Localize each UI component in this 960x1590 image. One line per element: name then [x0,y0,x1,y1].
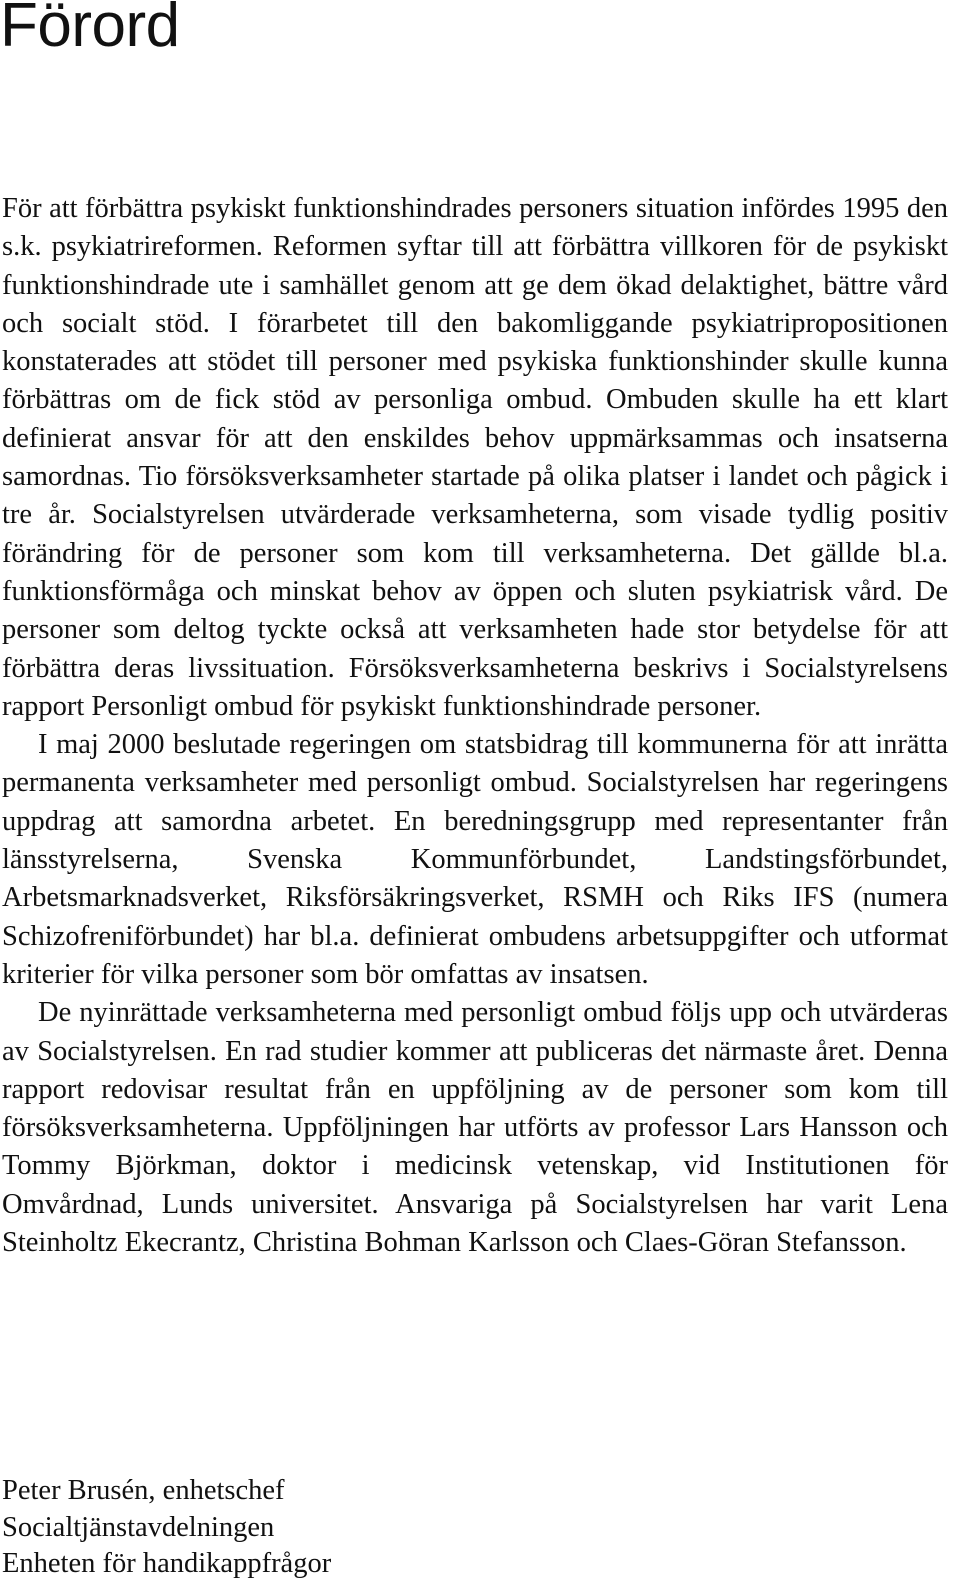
signature-unit: Enheten för handikappfrågor [2,1548,332,1579]
signature-name: Peter Brusén, enhetschef [2,1475,285,1506]
body-text [2,190,948,1262]
page-title: Förord [0,0,180,60]
signature-department: Socialtjänstavdelningen [2,1511,275,1543]
paragraph-3: De nyinrättade verksamheterna med personligt ombud följs upp och utvärderas av Socialstyrelsen. En rad studier kommer att publiceras det närmaste året. Denna rapport redovisar resultat från en uppföljning av de personer som kom till försöksverksamheterna. Uppföljningen har utförts av professor Lars Hansson och Tommy Björkman, doktor i medicinsk vetenskap, vid Institutionen för Omvårdnad, Lunds universitet. Ansvariga på Socialstyrelsen har varit Lena Steinholtz Ekecrantz, Christina Bohman Karlsson och Claes-Göran Stefansson. [2,997,948,1259]
paragraph-1: För att förbättra psykiskt funktionshindrades personers situation infördes 1995 den s.k. psykiatrireformen. Reformen syftar till att förbättra villkoren för de psykiskt funktionshindrade ute i samhället genom att ge dem ökad delaktighet, bättre vård och socialt stöd. I förarbetet till den bakomliggande psykiatripropositionen konstaterades att stödet till personer med psykiska funktionshinder skulle kunna förbättras om de fick stöd av personliga ombud. Ombuden skulle ha ett klart definierat ansvar för att den enskildes behov uppmärksammas och insatserna samordnas. Tio försöksverksamheter startade på olika platser i landet och pågick i tre år. Socialstyrelsen utvärderade verksamheterna, som visade tydlig positiv förändring för de personer som kom till verksamheterna. Det gällde bl.a. funktionsförmåga och minskat behov av öppen och sluten psykiatrisk vård. De personer som deltog tyckte också att verksamheten hade stor betydelse för att förbättra deras livssituation. Försöksverksamheterna beskrivs i Socialstyrelsens rapport Personligt ombud för psykiskt funktionshindrade personer. [2,193,948,722]
paragraph-2: I maj 2000 beslutade regeringen om statsbidrag till kommunerna för att inrätta permanenta verksamheter med personligt ombud. Socialstyrelsen har regeringens uppdrag att samordna arbetet. En beredningsgrupp med representanter från länsstyrelserna, Svenska Kommunförbundet, Landstingsförbundet, Arbetsmarknadsverket, Riksförsäkringsverket, RSMH och Riks IFS (numera Schizofreniförbundet) har bl.a. definierat ombudens arbetsuppgifter och utformat kriterier för vilka personer som bör omfattas av insatsen. [2,729,948,990]
signature-block [2,1473,331,1583]
